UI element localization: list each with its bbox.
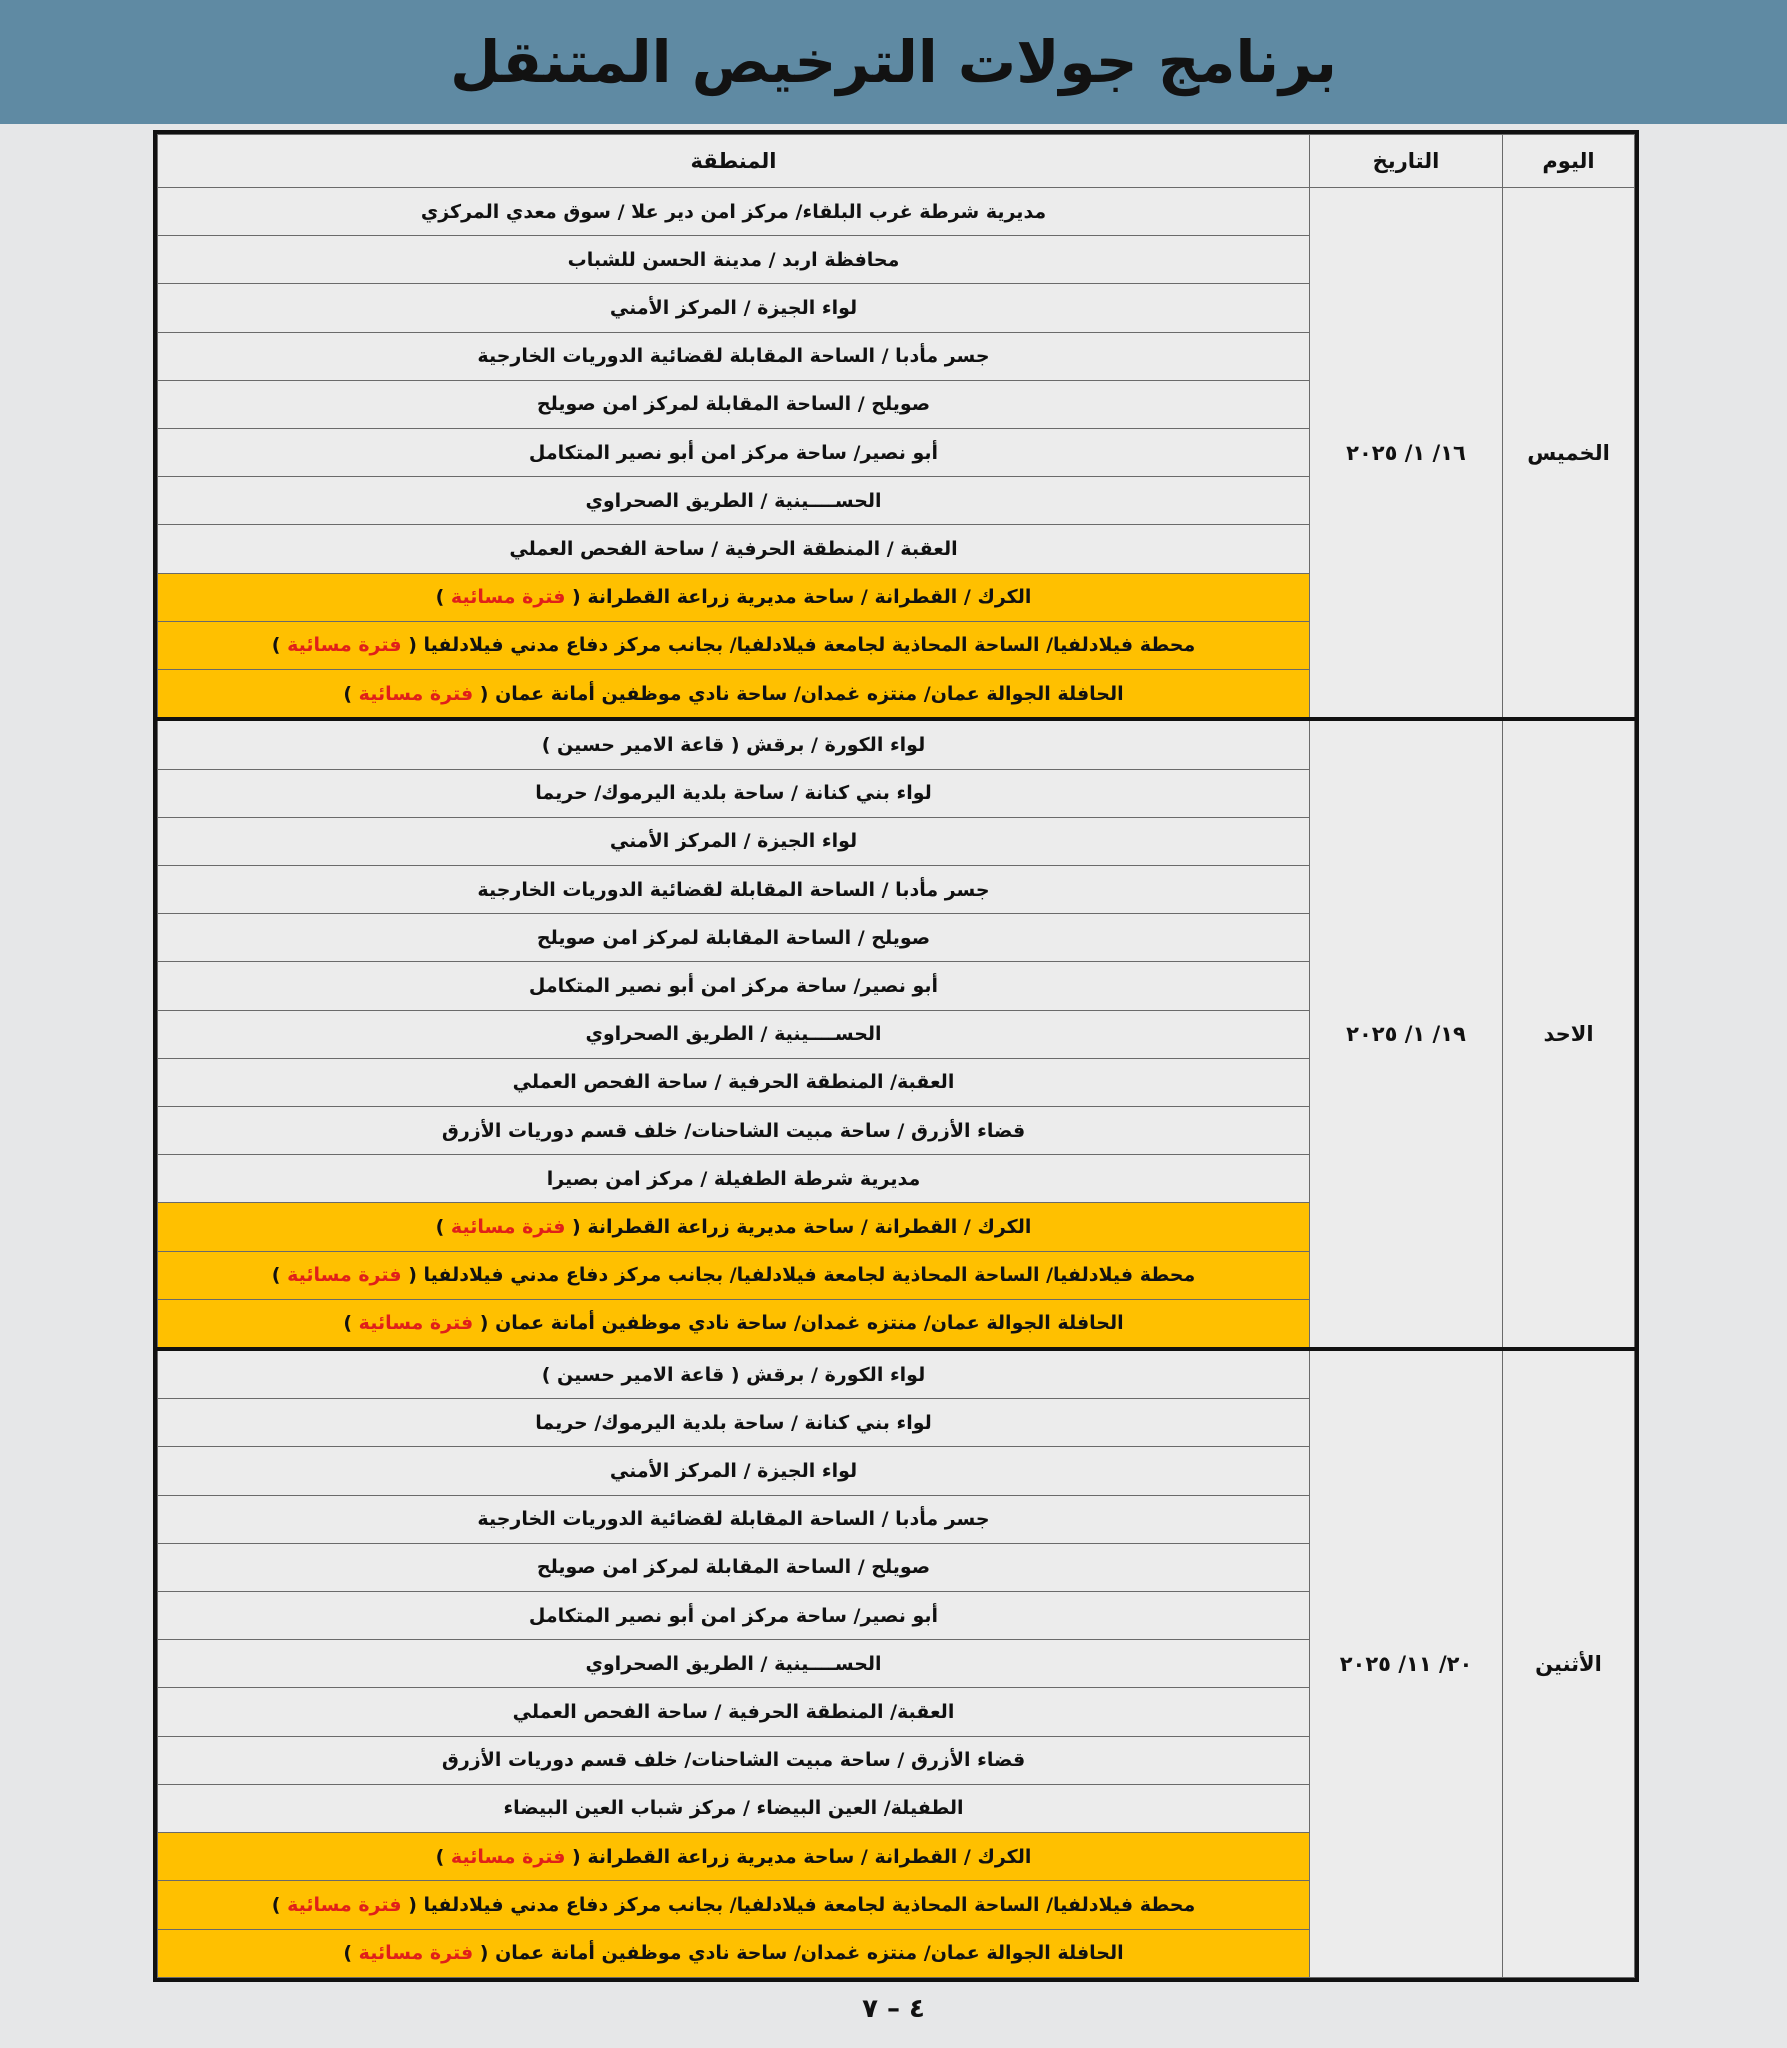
area-text: لواء الكورة / برقش ( قاعة الامير حسين ) [541,1363,926,1386]
area-text: لواء الجيزة / المركز الأمني [609,1460,858,1483]
area-cell [158,865,1310,913]
area-text: محطة فيلادلفيا/ الساحة المحاذية لجامعة فيلادلفيا/ بجانب مركز دفاع مدني فيلادلفيا [423,634,1196,657]
area-cell-evening: محطة فيلادلفيا/ الساحة المحاذية لجامعة فيلادلفيا/ بجانب مركز دفاع مدني فيلادلفيا ( فترة مسائية ) [158,1881,1310,1929]
area-cell [158,188,1310,236]
area-text: الحافلة الجوالة عمان/ منتزه غمدان/ ساحة نادي موظفين أمانة عمان [495,1942,1124,1965]
header-date: التاريخ [1310,135,1503,188]
schedule-sheet [153,130,1639,1982]
area-text: لواء الكورة / برقش ( قاعة الامير حسين ) [541,733,926,756]
area-cell [158,477,1310,525]
area-text: الكرك / القطرانة / ساحة مديرية زراعة القطرانة [587,1215,1032,1238]
area-text: مديرية شرطة الطفيلة / مركز امن بصيرا [546,1167,921,1190]
area-cell [158,914,1310,962]
area-text: العقبة/ المنطقة الحرفية / ساحة الفحص العملي [512,1071,955,1094]
area-cell [158,1399,1310,1447]
area-cell [158,1447,1310,1495]
area-cell-evening: الكرك / القطرانة / ساحة مديرية زراعة القطرانة ( فترة مسائية ) [158,1203,1310,1251]
area-cell [158,1349,1310,1399]
area-text: جسر مأدبا / الساحة المقابلة لقضائية الدوريات الخارجية [477,1508,990,1531]
area-text: محافظة اربد / مدينة الحسن للشباب [567,248,900,271]
area-cell [158,1736,1310,1784]
area-cell [158,1543,1310,1591]
table-row [158,719,1635,769]
area-text: محطة فيلادلفيا/ الساحة المحاذية لجامعة فيلادلفيا/ بجانب مركز دفاع مدني فيلادلفيا [423,1893,1196,1916]
header-row [158,135,1635,188]
area-text: لواء بني كنانة / ساحة بلدية اليرموك/ حريما [535,1411,932,1434]
area-cell-evening: محطة فيلادلفيا/ الساحة المحاذية لجامعة فيلادلفيا/ بجانب مركز دفاع مدني فيلادلفيا ( فترة مسائية ) [158,1251,1310,1299]
area-text: أبو نصير/ ساحة مركز امن أبو نصير المتكامل [528,441,939,464]
area-text: الحســــينية / الطريق الصحراوي [585,1023,882,1046]
area-text: أبو نصير/ ساحة مركز امن أبو نصير المتكامل [528,1604,939,1627]
area-text: صويلح / الساحة المقابلة لمركز امن صويلح [536,1556,931,1579]
evening-period-label: فترة مسائية [287,1893,402,1916]
area-text: الحســــينية / الطريق الصحراوي [585,489,882,512]
page-title: برنامج جولات الترخيص المتنقل [450,28,1337,96]
area-cell [158,1495,1310,1543]
area-text: جسر مأدبا / الساحة المقابلة لقضائية الدوريات الخارجية [477,878,990,901]
area-cell [158,1640,1310,1688]
page-number: ٤ – ٧ [862,1994,925,2024]
area-cell [158,236,1310,284]
area-text: العقبة / المنطقة الحرفية / ساحة الفحص العملي [509,538,958,561]
area-text: قضاء الأزرق / ساحة مبيت الشاحنات/ خلف قسم دوريات الأزرق [441,1119,1026,1142]
area-text: الحافلة الجوالة عمان/ منتزه غمدان/ ساحة نادي موظفين أمانة عمان [495,1312,1124,1335]
area-cell [158,1784,1310,1832]
area-text: لواء الجيزة / المركز الأمني [609,830,858,853]
area-text: الكرك / القطرانة / ساحة مديرية زراعة القطرانة [587,586,1032,609]
area-cell [158,525,1310,573]
area-cell-evening: الكرك / القطرانة / ساحة مديرية زراعة القطرانة ( فترة مسائية ) [158,1833,1310,1881]
day-cell: الأثنين [1503,1349,1635,1977]
area-text: لواء بني كنانة / ساحة بلدية اليرموك/ حريما [535,782,932,805]
area-text: محطة فيلادلفيا/ الساحة المحاذية لجامعة فيلادلفيا/ بجانب مركز دفاع مدني فيلادلفيا [423,1264,1196,1287]
header-area: المنطقة [158,135,1310,188]
area-text: مديرية شرطة غرب البلقاء/ مركز امن دير علا / سوق معدي المركزي [420,200,1047,223]
area-cell [158,719,1310,769]
area-cell [158,1058,1310,1106]
schedule-table [157,134,1635,1978]
area-cell [158,1155,1310,1203]
evening-period-label: فترة مسائية [450,586,566,609]
area-text: الكرك / القطرانة / ساحة مديرية زراعة القطرانة [587,1845,1032,1868]
header-day: اليوم [1503,135,1635,188]
day-cell: الخميس [1503,188,1635,720]
evening-period-label: فترة مسائية [450,1215,566,1238]
date-cell: ١٩/ ١/ ٢٠٢٥ [1310,719,1503,1349]
area-cell [158,284,1310,332]
area-cell [158,769,1310,817]
date-cell: ٢٠/ ١١/ ٢٠٢٥ [1310,1349,1503,1977]
area-cell-evening: الحافلة الجوالة عمان/ منتزه غمدان/ ساحة نادي موظفين أمانة عمان ( فترة مسائية ) [158,1929,1310,1978]
area-text: لواء الجيزة / المركز الأمني [609,297,858,319]
area-cell [158,962,1310,1010]
evening-period-label: فترة مسائية [358,1312,474,1335]
evening-period-label: فترة مسائية [358,682,474,705]
area-text: العقبة/ المنطقة الحرفية / ساحة الفحص العملي [512,1701,955,1724]
table-row [158,188,1635,236]
date-cell: ١٦/ ١/ ٢٠٢٥ [1310,188,1503,720]
area-cell [158,1106,1310,1154]
area-cell [158,1688,1310,1736]
area-text: أبو نصير/ ساحة مركز امن أبو نصير المتكامل [528,974,939,997]
area-text: الحســــينية / الطريق الصحراوي [585,1652,882,1675]
area-cell [158,817,1310,865]
area-text: صويلح / الساحة المقابلة لمركز امن صويلح [536,393,931,416]
area-cell [158,1592,1310,1640]
area-cell [158,380,1310,428]
evening-period-label: فترة مسائية [450,1845,566,1868]
area-text: قضاء الأزرق / ساحة مبيت الشاحنات/ خلف قسم دوريات الأزرق [441,1749,1026,1772]
area-cell [158,1010,1310,1058]
area-cell [158,332,1310,380]
evening-period-label: فترة مسائية [287,634,402,657]
area-cell-evening: الحافلة الجوالة عمان/ منتزه غمدان/ ساحة نادي موظفين أمانة عمان ( فترة مسائية ) [158,670,1310,720]
area-text: الطفيلة/ العين البيضاء / مركز شباب العين البيضاء [503,1797,964,1820]
area-text: جسر مأدبا / الساحة المقابلة لقضائية الدوريات الخارجية [477,345,990,368]
day-cell: الاحد [1503,719,1635,1349]
area-cell-evening: محطة فيلادلفيا/ الساحة المحاذية لجامعة فيلادلفيا/ بجانب مركز دفاع مدني فيلادلفيا ( فترة مسائية ) [158,621,1310,669]
area-text: الحافلة الجوالة عمان/ منتزه غمدان/ ساحة نادي موظفين أمانة عمان [495,682,1124,705]
title-banner [0,0,1787,124]
area-cell-evening: الحافلة الجوالة عمان/ منتزه غمدان/ ساحة نادي موظفين أمانة عمان ( فترة مسائية ) [158,1299,1310,1349]
area-cell-evening: الكرك / القطرانة / ساحة مديرية زراعة القطرانة ( فترة مسائية ) [158,573,1310,621]
evening-period-label: فترة مسائية [287,1264,402,1287]
schedule-body [158,188,1635,1978]
evening-period-label: فترة مسائية [358,1942,474,1965]
table-row [158,1349,1635,1399]
area-cell [158,429,1310,477]
area-text: صويلح / الساحة المقابلة لمركز امن صويلح [536,926,931,949]
